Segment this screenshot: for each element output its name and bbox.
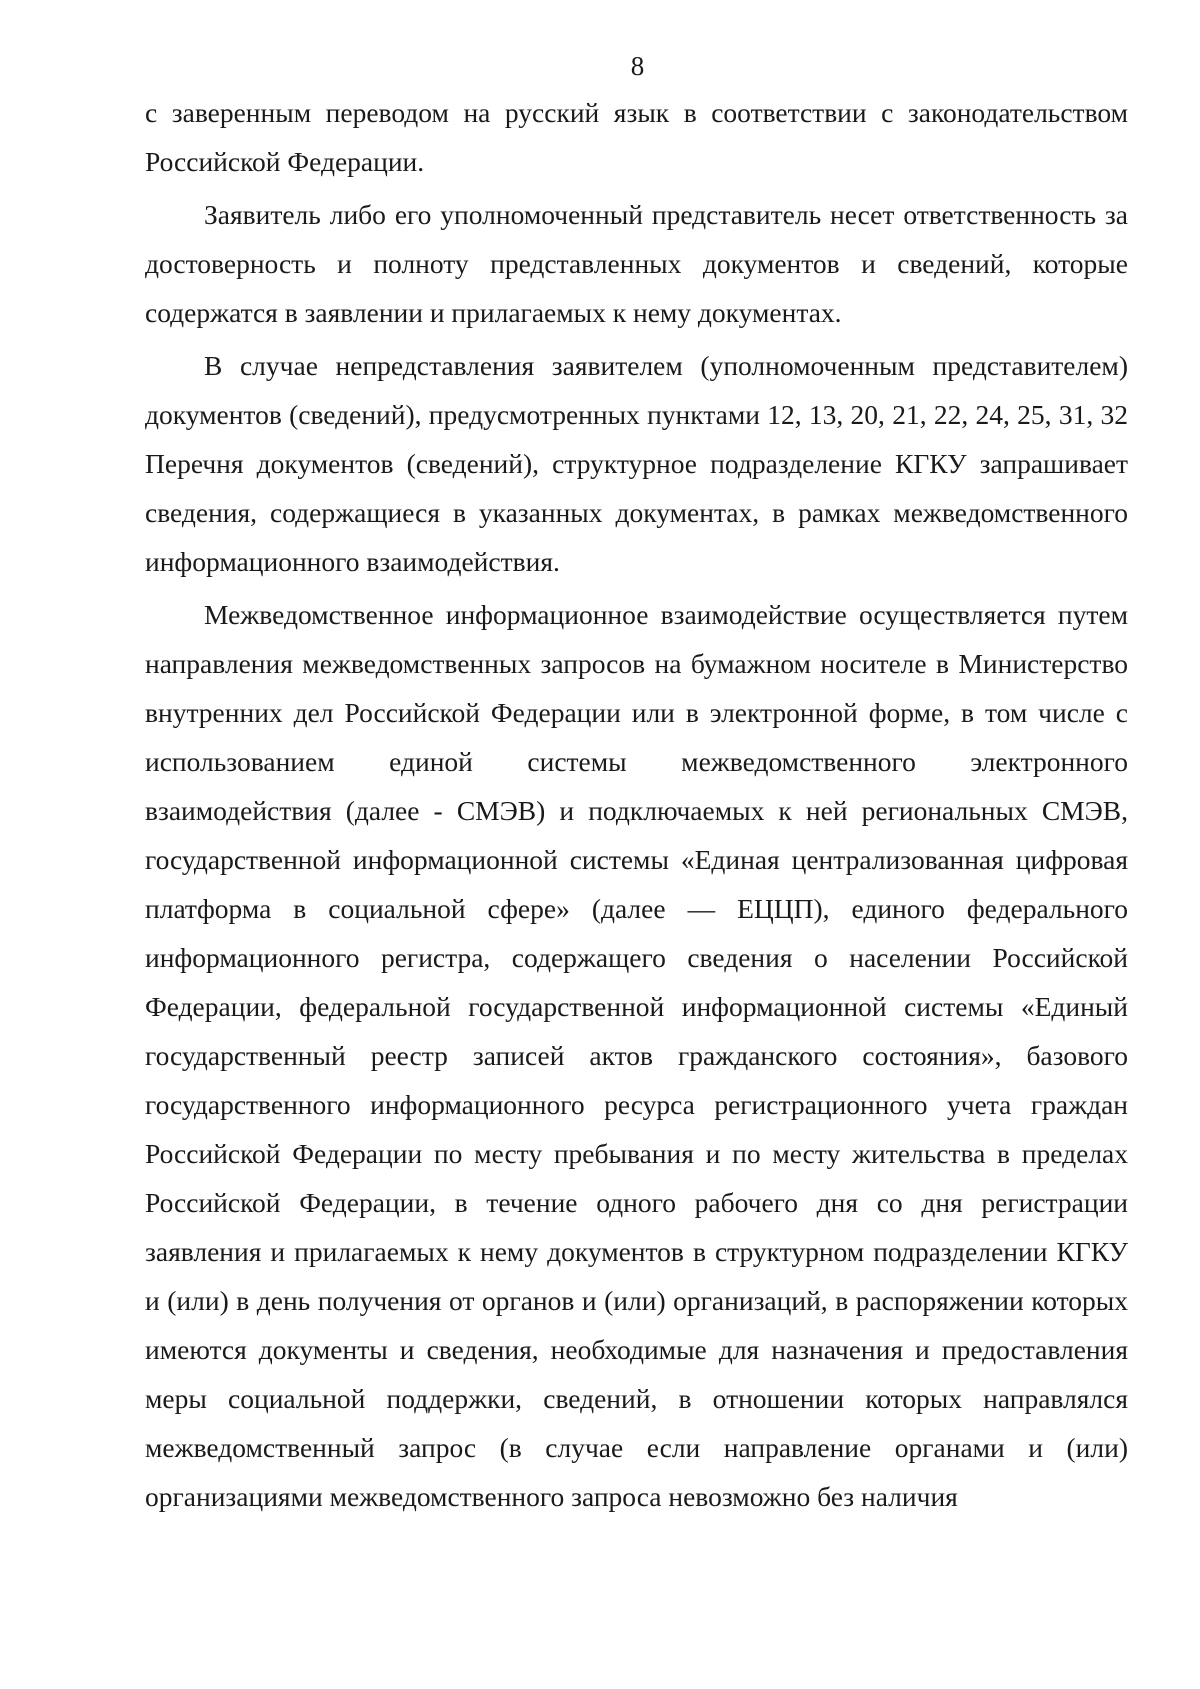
paragraph-continuation: с заверенным переводом на русский язык в соответствии с законодательством Российской Федерации.: [145, 97, 1128, 177]
page-number: 8: [630, 51, 645, 81]
paragraph-responsibility: Заявитель либо его уполномоченный представитель несет ответственность за достоверность и полноту представленных документов и сведений, которые содержатся в заявлении и прилагаемых к нему документах.: [145, 199, 1128, 328]
paragraph-interagency-interaction: Межведомственное информационное взаимодействие осуществляется путем направления межведомственных запросов на бумажном носителе в Министерство внутренних дел Российской Федерации или в электронной форме, в том числе с использованием единой системы межведомственного электронного взаимодействия (далее - СМЭВ) и подключаемых к ней региональных СМЭВ, государственной информационной системы «Единая централизованная цифровая платформа в социальной сфере» (далее — ЕЦЦП), единого федерального информационного регистра, содержащего сведения о населении Российской Федерации, федеральной государственной информационной системы «Единый государственный реестр записей актов гражданского состояния», базового государственного информационного ресурса регистрационного учета граждан Российской Федерации по месту пребывания и по месту жительства в пределах Российской Федерации, в течение одного рабочего дня со дня регистрации заявления и прилагаемых к нему документов в структурном подразделении КГКУ и (или) в день получения от органов и (или) организаций, в распоряжении которых имеются документы и сведения, необходимые для назначения и предоставления меры социальной поддержки, сведений, в отношении которых направлялся межведомственный запрос (в случае если направление органами и (или) организациями межведомственного запроса невозможно без наличия: [145, 599, 1128, 1512]
document-body: [145, 88, 1128, 1521]
paragraph-non-submission: В случае непредставления заявителем (уполномоченным представителем) документов (сведений), предусмотренных пунктами 12, 13, 20, 21, 22, 24, 25, 31, 32 Перечня документов (сведений), структурное подразделение КГКУ запрашивает сведения, содержащиеся в указанных документах, в рамках межведомственного информационного взаимодействия.: [145, 350, 1128, 577]
